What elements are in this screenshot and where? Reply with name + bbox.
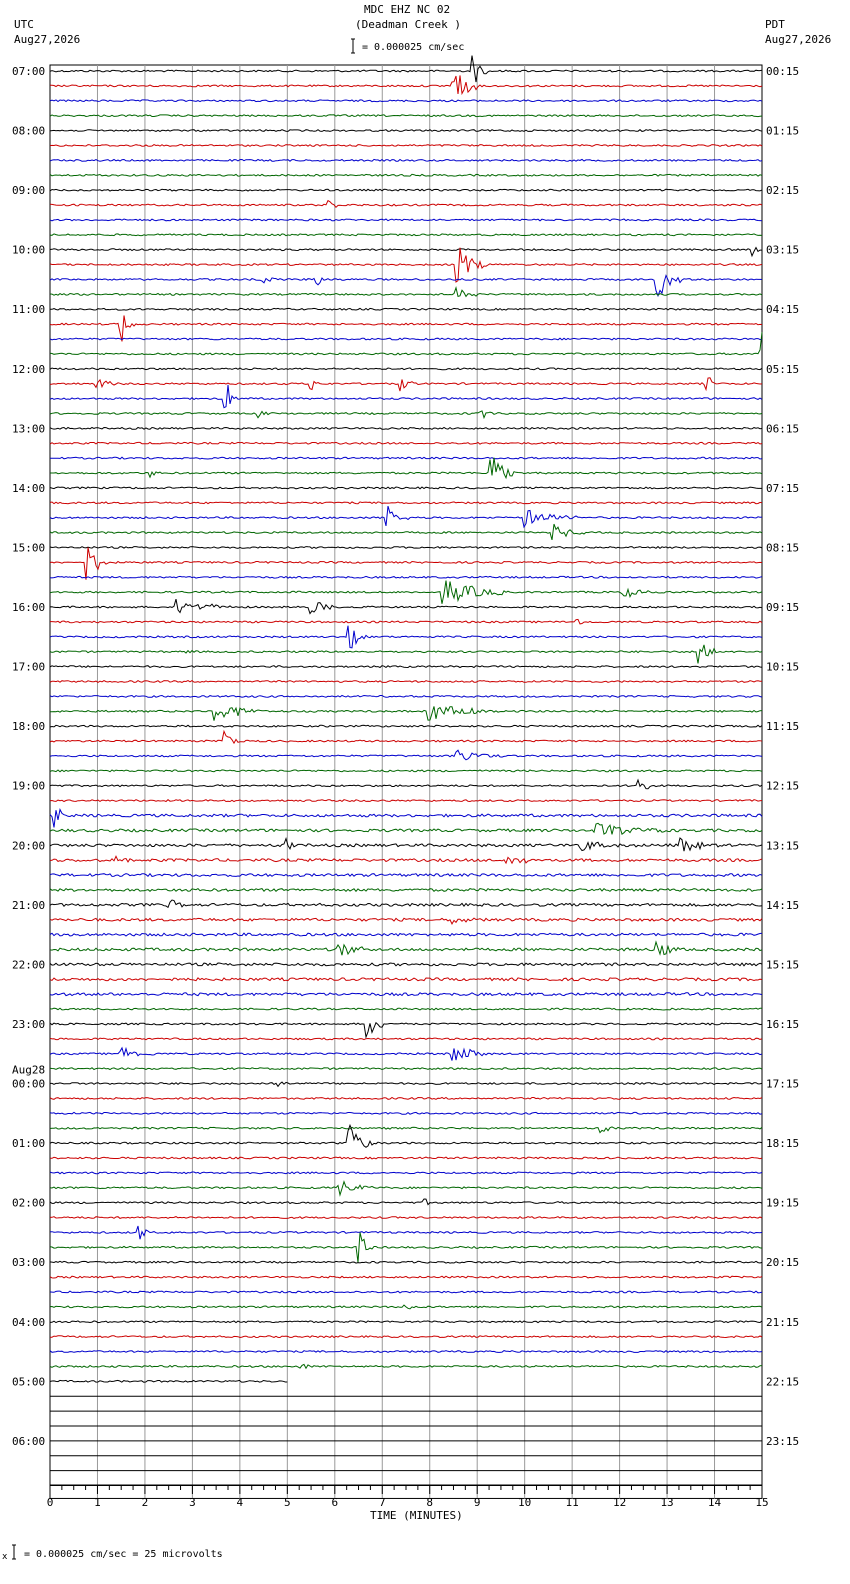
seismic-trace (50, 978, 762, 981)
utc-hour-label: 21:00 (12, 898, 46, 912)
seismic-trace (50, 1127, 762, 1133)
x-tick-label: 6 (331, 1496, 339, 1509)
seismic-trace (50, 1380, 287, 1382)
seismic-trace (50, 428, 762, 430)
seismic-trace (50, 993, 762, 996)
seismic-trace (50, 56, 762, 83)
seismic-trace (50, 666, 762, 668)
pdt-hour-label: 04:15 (766, 303, 800, 317)
seismic-trace (50, 1008, 762, 1010)
seismic-trace (50, 1172, 762, 1174)
seismic-trace (50, 75, 762, 94)
pdt-hour-label: 01:15 (766, 124, 800, 138)
seismic-trace (50, 800, 762, 802)
left-date: Aug27,2026 (14, 33, 81, 46)
seismic-trace (50, 810, 762, 828)
seismic-trace (50, 576, 762, 578)
seismic-trace (50, 780, 762, 789)
seismic-trace (50, 458, 762, 478)
seismic-trace (50, 145, 762, 147)
seismic-trace (50, 547, 762, 579)
utc-hour-label: 12:00 (12, 362, 46, 376)
utc-hour-label: 23:00 (12, 1017, 46, 1031)
seismic-trace (50, 547, 762, 549)
utc-hour-label: 00:00 (12, 1077, 46, 1091)
seismic-trace (50, 619, 762, 624)
seismic-trace (50, 130, 762, 132)
seismic-trace (50, 889, 762, 892)
seismic-trace (50, 1048, 762, 1061)
seismic-trace (50, 1112, 762, 1114)
utc-hour-label: 18:00 (12, 720, 46, 734)
seismic-trace (50, 823, 762, 834)
x-tick-label: 2 (141, 1496, 149, 1509)
utc-hour-label: 16:00 (12, 601, 46, 615)
seismic-trace (50, 1364, 762, 1368)
seismic-trace (50, 1157, 762, 1159)
pdt-hour-label: 22:15 (766, 1375, 800, 1389)
seismic-trace (50, 963, 762, 966)
seismic-trace (50, 234, 762, 236)
plot-frame (50, 65, 762, 1498)
x-tick-label: 9 (473, 1496, 481, 1509)
seismic-trace (50, 1182, 762, 1195)
pdt-hour-label: 09:15 (766, 601, 800, 615)
seismic-trace (50, 645, 762, 664)
seismic-trace (50, 1291, 762, 1293)
seismic-trace (50, 189, 762, 191)
pdt-hour-label: 10:15 (766, 660, 800, 674)
utc-hour-label: 07:00 (12, 65, 46, 78)
pdt-hour-label: 20:15 (766, 1256, 800, 1270)
site-name: (Deadman Creek ) (355, 18, 461, 31)
seismic-trace (50, 1098, 762, 1100)
x-tick-label: 11 (565, 1496, 579, 1509)
seismic-trace (50, 411, 762, 418)
pdt-hour-label: 21:15 (766, 1315, 800, 1329)
footer-scale-marker: x (2, 1552, 8, 1562)
utc-hour-label: 04:00 (12, 1315, 46, 1329)
seismic-trace (50, 1336, 762, 1338)
seismic-trace (50, 368, 762, 370)
pdt-hour-label: 08:15 (766, 541, 800, 555)
pdt-hour-label: 14:15 (766, 898, 800, 912)
utc-hour-label: 13:00 (12, 422, 46, 436)
pdt-hour-label: 11:15 (766, 720, 800, 734)
seismic-trace (50, 524, 762, 540)
seismic-trace (50, 159, 762, 161)
seismic-trace (50, 1351, 762, 1353)
pdt-hour-label: 00:15 (766, 65, 800, 78)
utc-hour-label: 22:00 (12, 958, 46, 972)
x-tick-label: 8 (426, 1496, 434, 1509)
seismic-trace (50, 174, 762, 176)
utc-hour-label: 11:00 (12, 303, 46, 317)
x-tick-label: 7 (378, 1496, 386, 1509)
seismic-trace (50, 442, 762, 444)
seismic-trace (50, 1321, 762, 1323)
seismic-trace (50, 696, 762, 698)
x-tick-label: 1 (94, 1496, 101, 1509)
utc-hour-label: 09:00 (12, 184, 46, 198)
date-change-label: Aug28 (12, 1063, 46, 1077)
pdt-hour-label: 07:15 (766, 481, 800, 495)
seismic-trace (50, 874, 762, 877)
utc-hour-label: 06:00 (12, 1434, 46, 1448)
x-axis-title: TIME (MINUTES) (370, 1509, 463, 1522)
footer-scale-note: = 0.000025 cm/sec = 25 microvolts (24, 1549, 223, 1560)
pdt-hour-label: 19:15 (766, 1196, 800, 1210)
seismic-trace (50, 750, 762, 760)
seismic-trace (50, 1023, 762, 1037)
x-tick-label: 15 (755, 1496, 769, 1509)
seismic-trace (50, 316, 762, 342)
seismic-trace (50, 731, 762, 743)
seismic-trace (50, 1199, 762, 1205)
seismic-trace (50, 1217, 762, 1219)
seismic-trace (50, 248, 762, 256)
x-tick-label: 14 (707, 1496, 722, 1509)
seismic-trace (50, 770, 762, 772)
seismic-trace (50, 599, 762, 613)
utc-hour-label: 20:00 (12, 839, 46, 853)
pdt-hour-label: 06:15 (766, 422, 800, 436)
seismic-trace (50, 1068, 762, 1070)
seismic-trace (50, 933, 762, 936)
pdt-hour-label: 12:15 (766, 779, 800, 793)
pdt-hour-label: 02:15 (766, 184, 800, 198)
seismic-trace (50, 338, 762, 340)
x-tick-label: 10 (518, 1496, 532, 1509)
x-tick-label: 13 (660, 1496, 674, 1509)
seismic-trace (50, 681, 762, 683)
seismic-trace (50, 918, 762, 924)
seismic-trace (50, 1226, 762, 1239)
scale-label: = 0.000025 cm/sec (362, 42, 465, 53)
utc-hour-label: 10:00 (12, 243, 46, 257)
pdt-hour-label: 03:15 (766, 243, 800, 257)
utc-hour-label: 05:00 (12, 1375, 46, 1389)
utc-hour-label: 15:00 (12, 541, 46, 555)
seismic-trace (50, 706, 762, 720)
seismic-trace (50, 581, 762, 604)
seismic-trace (50, 838, 762, 851)
seismic-trace (50, 276, 762, 296)
seismic-trace (50, 115, 762, 117)
seismic-trace (50, 725, 762, 727)
seismic-trace (50, 1233, 762, 1263)
seismic-trace (50, 1261, 762, 1263)
seismic-trace (50, 626, 762, 648)
seismic-trace (50, 457, 762, 459)
x-tick-label: 4 (236, 1496, 244, 1509)
right-date: Aug27,2026 (765, 33, 832, 46)
seismic-trace (50, 201, 762, 208)
seismic-trace (50, 900, 762, 907)
pdt-hour-label: 18:15 (766, 1137, 800, 1151)
pdt-hour-label: 17:15 (766, 1077, 800, 1091)
seismic-trace (50, 1038, 762, 1040)
right-timezone: PDT (765, 18, 785, 31)
x-tick-label: 0 (46, 1496, 54, 1509)
pdt-hour-label: 23:15 (766, 1434, 800, 1448)
utc-hour-label: 17:00 (12, 660, 46, 674)
seismic-trace (50, 378, 762, 391)
pdt-hour-label: 15:15 (766, 958, 800, 972)
seismic-trace (50, 856, 762, 863)
utc-hour-label: 03:00 (12, 1256, 46, 1270)
station-title: MDC EHZ NC 02 (364, 3, 451, 16)
seismic-trace (50, 385, 762, 408)
seismic-trace (50, 942, 762, 955)
seismic-trace (50, 248, 762, 282)
seismic-trace (50, 100, 762, 102)
pdt-hour-label: 05:15 (766, 362, 800, 376)
seismic-trace (50, 506, 762, 527)
pdt-hour-label: 13:15 (766, 839, 800, 853)
seismic-trace (50, 332, 762, 355)
seismic-trace (50, 487, 762, 489)
seismic-trace (50, 1276, 762, 1278)
pdt-hour-label: 16:15 (766, 1017, 800, 1031)
seismic-trace (50, 502, 762, 504)
x-tick-label: 5 (284, 1496, 291, 1509)
x-tick-label: 3 (189, 1496, 196, 1509)
utc-hour-label: 01:00 (12, 1137, 46, 1151)
utc-hour-label: 02:00 (12, 1196, 46, 1210)
left-timezone: UTC (14, 18, 34, 31)
utc-hour-label: 14:00 (12, 481, 46, 495)
seismic-trace (50, 1082, 762, 1086)
utc-hour-label: 19:00 (12, 779, 46, 793)
seismic-trace (50, 1305, 762, 1309)
x-tick-label: 12 (612, 1496, 627, 1509)
utc-hour-label: 08:00 (12, 124, 46, 138)
seismic-trace (50, 308, 762, 310)
seismic-trace (50, 219, 762, 221)
